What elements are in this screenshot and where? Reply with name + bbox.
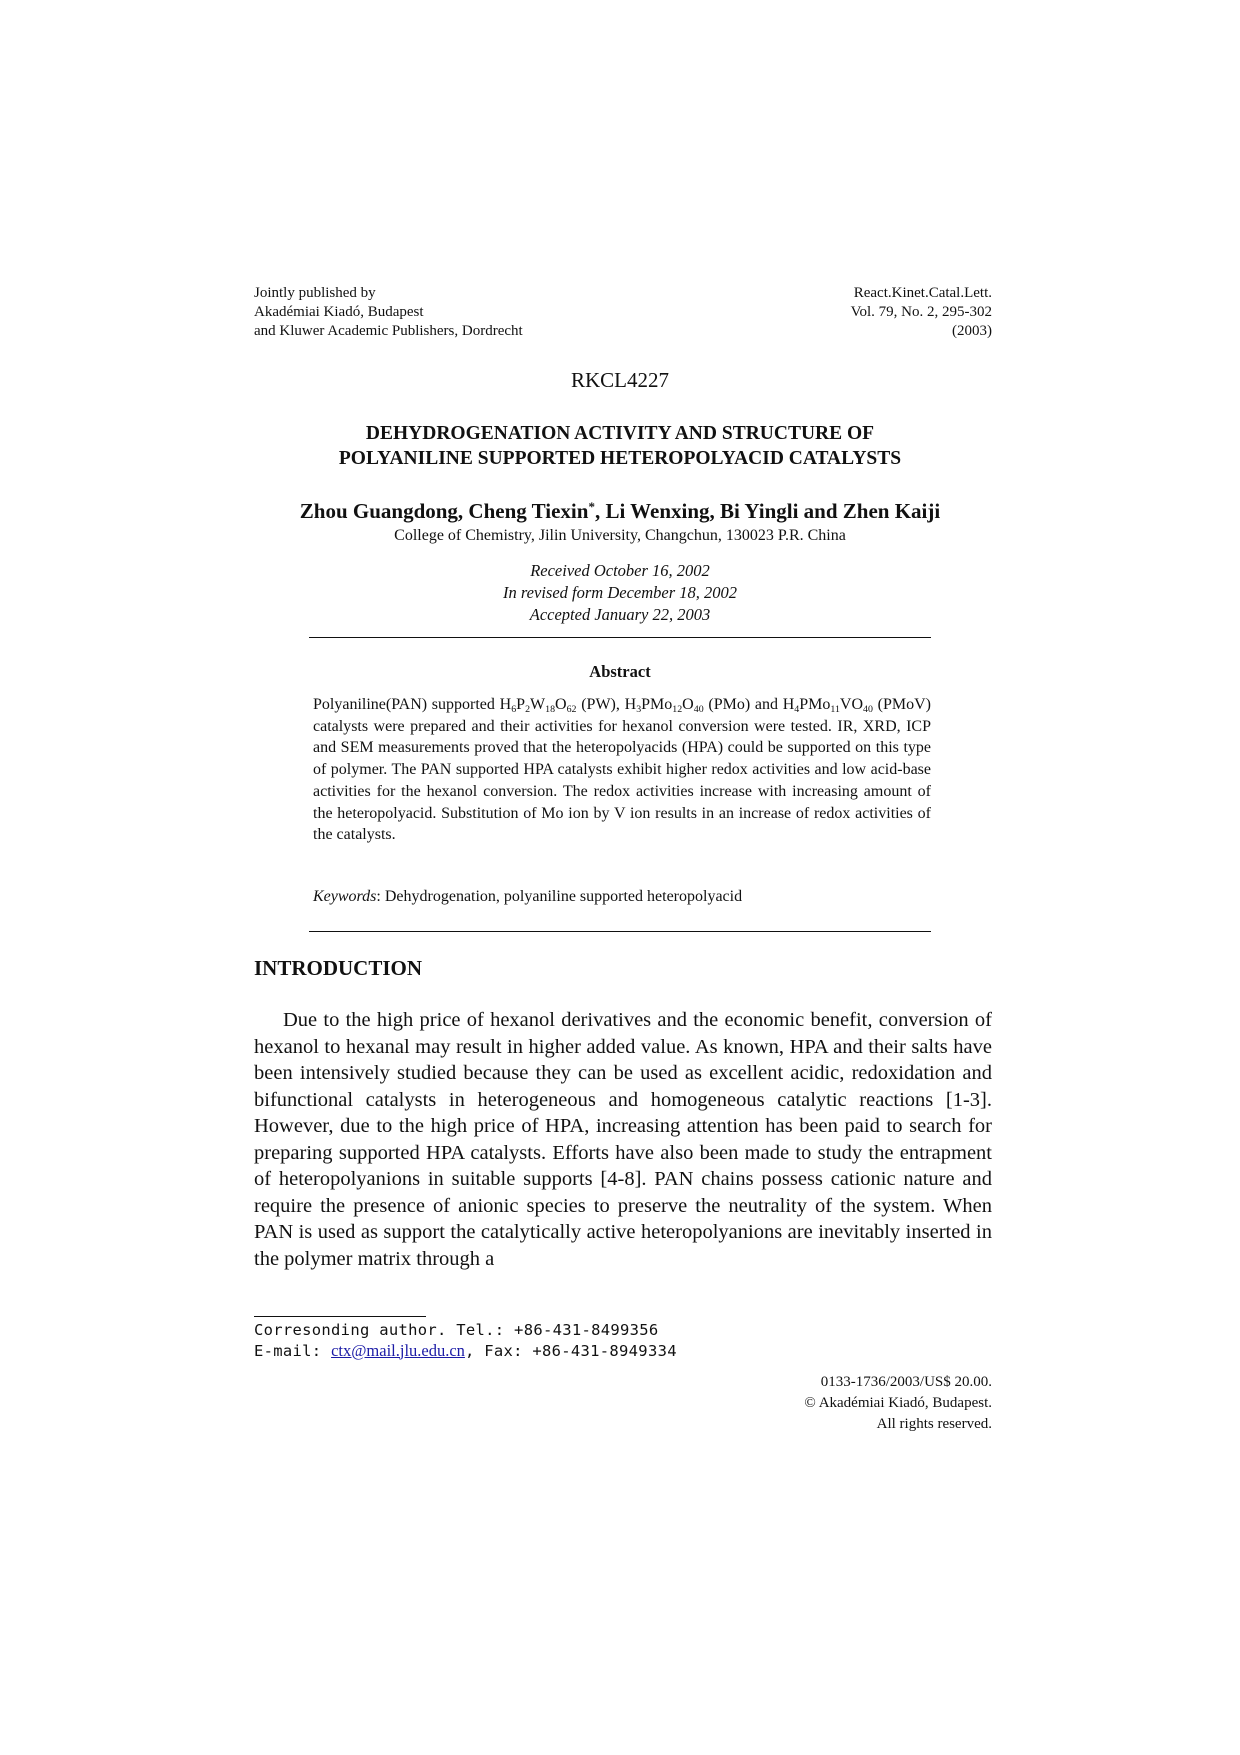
publisher-line: Jointly published by (254, 285, 376, 301)
footnote-email-line: E-mail: ctx@mail.jlu.edu.cn, Fax: +86-431-8949334 (254, 1340, 677, 1360)
issn-line: 0133-1736/2003/US$ 20.00. (820, 1374, 992, 1390)
formula-pw: $H_6P_2W_{18}O_{62}$ (499, 696, 577, 715)
journal-line: (2003) (952, 323, 992, 339)
authors-part: , Li Wenxing, Bi Yingli and Zhen Kaiji (594, 499, 941, 523)
abstract-heading: Abstract (589, 662, 651, 681)
copyright-block (804, 1372, 992, 1435)
rights-line: All rights reserved. (876, 1416, 992, 1432)
keywords-text: : Dehydrogenation, polyaniline supported heteropolyacid (376, 888, 743, 905)
section-heading-introduction: INTRODUCTION (254, 956, 423, 980)
abstract-part: (PW), (576, 696, 625, 713)
abstract-text (313, 694, 931, 846)
date-revised: In revised form December 18, 2002 (503, 583, 737, 602)
footnote-divider (254, 1316, 426, 1317)
paper-title (0, 421, 1240, 471)
affiliation: College of Chemistry, Jilin University, Changchun, 130023 P.R. China (394, 527, 846, 544)
footnote-contact: Corresonding author. Tel.: +86-431-8499356 (254, 1321, 659, 1339)
publisher-info (254, 284, 523, 341)
introduction-paragraph: Due to the high price of hexanol derivatives and the economic benefit, conversion of hexanol to hexanal may result in higher added value. As known, HPA and their salts have been intensively studied because they can be used as excellent acidic, redoxidation and bifunctional catalysts in heterogeneous and homogeneous catalytic reactions [1-3]. However, due to the high price of HPA, increasing attention has been paid to search for preparing supported HPA catalysts. Efforts have also been made to study the entrapment of heteropolyanions in suitable supports [4-8]. PAN chains possess cationic nature and require the presence of anionic species to preserve the neutrality of the system. When PAN is used as support the catalytically active heteropolyanions are inevitably inserted in the polymer matrix through a (254, 1009, 992, 1270)
title-line: DEHYDROGENATION ACTIVITY AND STRUCTURE OF (365, 423, 875, 444)
footnote (254, 1320, 677, 1361)
keywords (313, 888, 742, 906)
title-line: POLYANILINE SUPPORTED HETEROPOLYACID CATALYSTS (338, 448, 902, 469)
date-received: Received October 16, 2002 (530, 561, 710, 580)
formula-pmo: $H_3PMo_{12}O_{40}$ (624, 696, 704, 715)
divider (309, 637, 931, 638)
abstract-part: (PMoV) catalysts were prepared and their activities for hexanol conversion were tested. IR, XRD, ICP and SEM measurements proved that the heteropolyacids (HPA) could be supported on this type of polymer. The PAN supported HPA catalysts exhibit higher redox activities and low acid-base activities for the hexanol conversion. The redox activities increase with increasing amount of the heteropolyacid. Substitution of Mo ion by V ion results in an increase of redox activities of the catalysts. (313, 696, 931, 844)
journal-info (851, 284, 992, 341)
authors-part: Zhou Guangdong, Cheng Tiexin (299, 499, 589, 523)
abstract-part: Polyaniline(PAN) supported (313, 696, 500, 713)
journal-line: React.Kinet.Catal.Lett. (853, 285, 992, 301)
author-list (0, 499, 1240, 524)
copyright-line: © Akadémiai Kiadó, Budapest. (804, 1395, 992, 1411)
email-link[interactable]: ctx@mail.jlu.edu.cn (331, 1340, 465, 1360)
keywords-label: Keywords (313, 888, 377, 905)
abstract-part: (PMo) and (703, 696, 783, 713)
journal-line: Vol. 79, No. 2, 295-302 (850, 304, 992, 320)
divider (309, 931, 931, 932)
date-accepted: Accepted January 22, 2003 (529, 605, 711, 624)
corresponding-mark: * (588, 498, 595, 514)
publisher-line: Akadémiai Kiadó, Budapest (254, 304, 424, 320)
article-dates (0, 560, 1240, 626)
article-code: RKCL4227 (570, 368, 669, 392)
formula-pmov: $H_4PMo_{11}VO_{40}$ (782, 696, 873, 715)
publisher-line: and Kluwer Academic Publishers, Dordrecht (254, 323, 523, 339)
